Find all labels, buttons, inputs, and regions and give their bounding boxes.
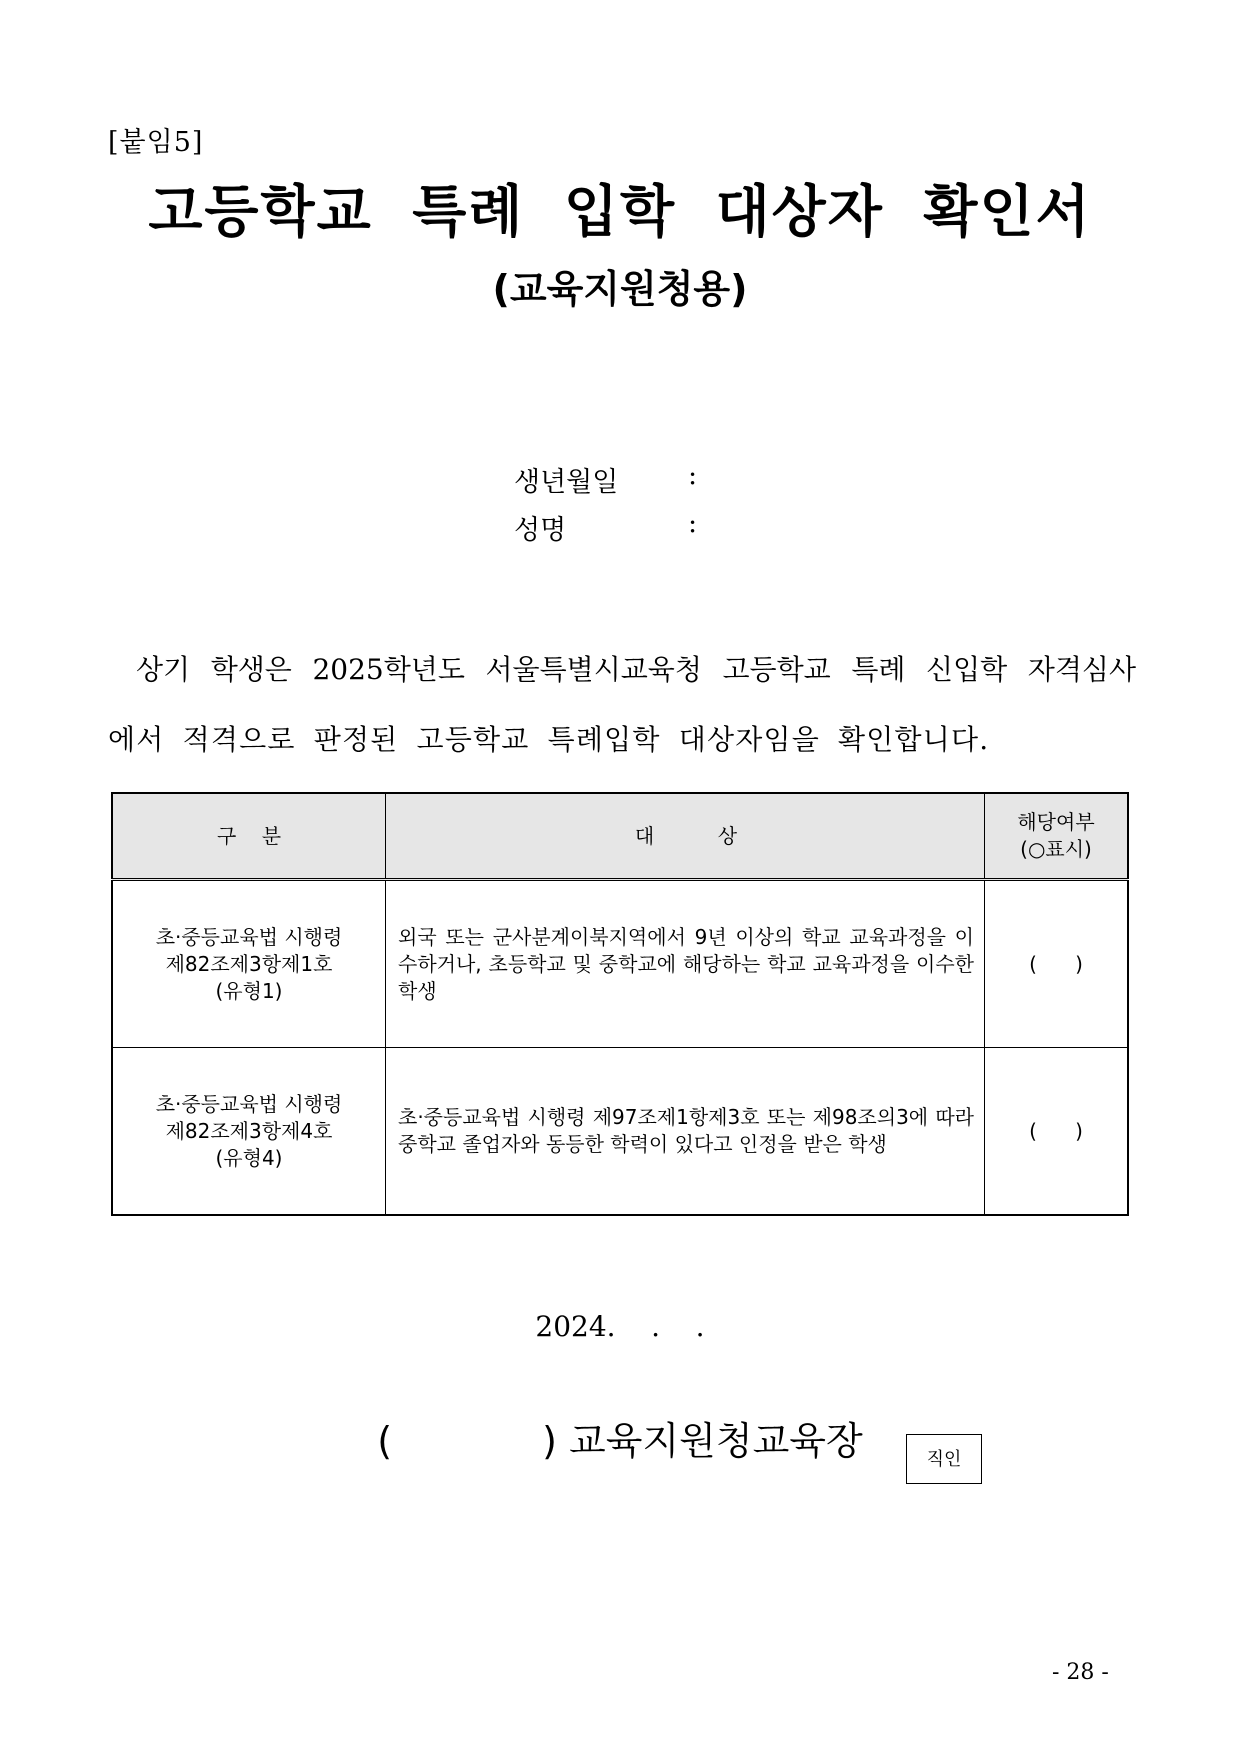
header-applicable-line2: (○표시) — [1020, 837, 1092, 861]
row2-applicable-mark[interactable]: ( ) — [985, 1048, 1129, 1216]
issuing-office — [0, 1410, 1240, 1465]
row2-category-line3: (유형4) — [215, 1145, 283, 1170]
header-applicable-line1: 해당여부 — [1017, 810, 1095, 834]
row2-category-line2: 제82조제3항제4호 — [165, 1118, 333, 1143]
issue-date: 2024. . . — [535, 1310, 705, 1343]
row1-category-line2: 제82조제3항제1호 — [165, 951, 333, 976]
row1-target: 외국 또는 군사분계이북지역에서 9년 이상의 학교 교육과정을 이수하거나, 초등학교 및 중학교에 해당하는 학교 교육과정을 이수한 학생 — [386, 880, 985, 1048]
birth-date-label: 생년월일 — [514, 467, 619, 498]
birth-date-colon: : — [688, 460, 698, 491]
header-category: 구 분 — [112, 793, 386, 880]
official-seal-box: 직인 — [906, 1434, 982, 1484]
row1-category-line1: 초·중등교육법 시행령 — [155, 924, 343, 949]
attachment-label: [붙임5] — [108, 127, 204, 158]
row1-category-line3: (유형1) — [215, 978, 283, 1003]
table-row — [112, 1048, 1128, 1216]
eligibility-table — [111, 792, 1129, 1216]
row2-target: 초·중등교육법 시행령 제97조제1항제3호 또는 제98조의3에 따라 중학교 졸업자와 동등한 학력이 있다고 인정을 받은 학생 — [386, 1048, 985, 1216]
office-close-paren: ) — [542, 1419, 557, 1463]
name-label: 성명 — [514, 515, 567, 546]
header-applicable — [985, 793, 1129, 880]
office-open-paren: ( — [377, 1419, 393, 1463]
page-number: - 28 - — [1052, 1660, 1109, 1685]
row2-category — [112, 1048, 386, 1216]
row2-category-line1: 초·중등교육법 시행령 — [155, 1091, 343, 1116]
header-target: 대 상 — [386, 793, 985, 880]
office-title: 교육지원청교육장 — [569, 1419, 863, 1463]
row1-applicable-mark[interactable]: ( ) — [985, 880, 1129, 1048]
document-subtitle: (교육지원청용) — [492, 267, 748, 311]
confirmation-text-line2: 에서 적격으로 판정된 고등학교 특례입학 대상자임을 확인합니다. — [108, 723, 990, 756]
document-title: 고등학교 특례 입학 대상자 확인서 — [148, 180, 1092, 245]
name-colon: : — [688, 508, 698, 539]
table-header-row — [112, 793, 1128, 880]
row1-category — [112, 880, 386, 1048]
confirmation-text-line1: 상기 학생은 2025학년도 서울특별시교육청 고등학교 특례 신입학 자격심사 — [136, 653, 1136, 686]
table-row — [112, 880, 1128, 1048]
